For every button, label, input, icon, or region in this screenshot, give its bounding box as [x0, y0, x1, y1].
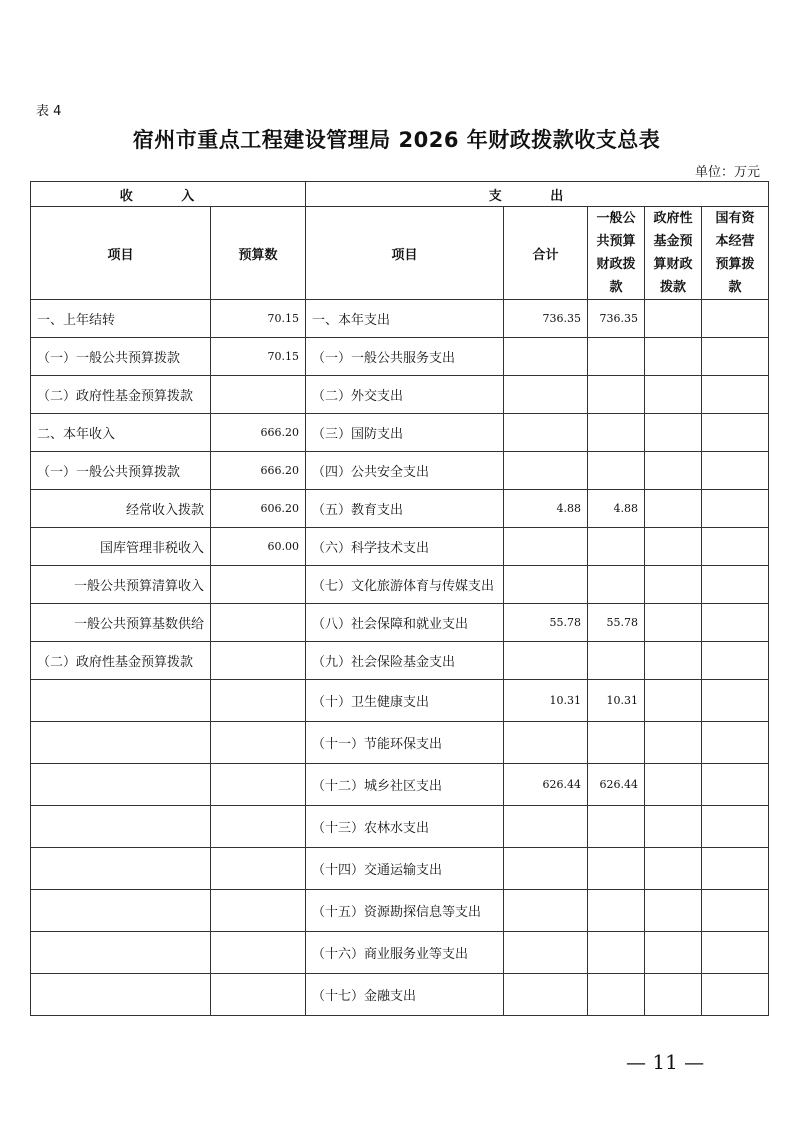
general-budget-cell [588, 376, 645, 414]
col-gov-fund: 政府性基金预算财政拨款 [645, 207, 702, 300]
state-capital-cell [702, 848, 769, 890]
general-budget-cell [588, 848, 645, 890]
general-budget-cell [588, 566, 645, 604]
income-value-cell [211, 806, 306, 848]
state-capital-cell [702, 452, 769, 490]
budget-table [30, 181, 769, 1016]
income-item-cell [31, 890, 211, 932]
income-value-cell: 60.00 [211, 528, 306, 566]
total-cell [504, 528, 588, 566]
gov-fund-cell [645, 604, 702, 642]
state-capital-cell [702, 806, 769, 848]
income-item-cell: 国库管理非税收入 [31, 528, 211, 566]
income-item-cell [31, 722, 211, 764]
general-budget-cell [588, 890, 645, 932]
gov-fund-cell [645, 974, 702, 1016]
income-value-cell [211, 764, 306, 806]
state-capital-cell [702, 338, 769, 376]
general-budget-cell [588, 338, 645, 376]
col-state-capital: 国有资本经营预算拨款 [702, 207, 769, 300]
state-capital-cell [702, 890, 769, 932]
general-budget-cell [588, 642, 645, 680]
table-row [31, 806, 769, 848]
state-capital-cell [702, 974, 769, 1016]
gov-fund-cell [645, 338, 702, 376]
income-item-cell [31, 764, 211, 806]
gov-fund-cell [645, 764, 702, 806]
total-cell: 10.31 [504, 680, 588, 722]
income-value-cell [211, 566, 306, 604]
income-value-cell: 70.15 [211, 300, 306, 338]
income-value-cell [211, 642, 306, 680]
expense-item-cell: （十一）节能环保支出 [306, 722, 504, 764]
gov-fund-cell [645, 680, 702, 722]
col-general-budget: 一般公共预算财政拨款 [588, 207, 645, 300]
expense-item-cell: （十三）农林水支出 [306, 806, 504, 848]
total-cell: 55.78 [504, 604, 588, 642]
table-row [31, 722, 769, 764]
general-budget-cell: 55.78 [588, 604, 645, 642]
expense-item-cell: （一）一般公共服务支出 [306, 338, 504, 376]
income-value-cell [211, 604, 306, 642]
general-budget-cell [588, 806, 645, 848]
income-value-cell: 666.20 [211, 452, 306, 490]
table-row [31, 452, 769, 490]
table-row [31, 414, 769, 452]
table-row [31, 974, 769, 1016]
table-row [31, 642, 769, 680]
income-item-cell [31, 848, 211, 890]
state-capital-cell [702, 764, 769, 806]
table-row [31, 490, 769, 528]
total-cell [504, 376, 588, 414]
expense-item-cell: 一、本年支出 [306, 300, 504, 338]
state-capital-cell [702, 680, 769, 722]
gov-fund-cell [645, 890, 702, 932]
col-total: 合计 [504, 207, 588, 300]
general-budget-cell: 10.31 [588, 680, 645, 722]
table-row [31, 338, 769, 376]
expense-item-cell: （八）社会保障和就业支出 [306, 604, 504, 642]
total-cell [504, 932, 588, 974]
general-budget-cell [588, 974, 645, 1016]
expense-item-cell: （十七）金融支出 [306, 974, 504, 1016]
table-row [31, 890, 769, 932]
state-capital-cell [702, 376, 769, 414]
total-cell [504, 566, 588, 604]
expense-item-cell: （六）科学技术支出 [306, 528, 504, 566]
column-header-row [31, 207, 769, 300]
state-capital-cell [702, 932, 769, 974]
page-number: — 11 — [626, 1050, 705, 1074]
general-budget-cell: 736.35 [588, 300, 645, 338]
table-row [31, 376, 769, 414]
total-cell [504, 848, 588, 890]
gov-fund-cell [645, 932, 702, 974]
state-capital-cell [702, 722, 769, 764]
state-capital-cell [702, 490, 769, 528]
income-item-cell: 二、本年收入 [31, 414, 211, 452]
income-item-cell: 一般公共预算清算收入 [31, 566, 211, 604]
gov-fund-cell [645, 642, 702, 680]
table-row [31, 566, 769, 604]
total-cell [504, 722, 588, 764]
income-item-cell: 经常收入拨款 [31, 490, 211, 528]
state-capital-cell [702, 414, 769, 452]
general-budget-cell: 626.44 [588, 764, 645, 806]
state-capital-cell [702, 642, 769, 680]
income-value-cell [211, 974, 306, 1016]
income-value-cell [211, 722, 306, 764]
income-item-cell: 一般公共预算基数供给 [31, 604, 211, 642]
table-row [31, 528, 769, 566]
total-cell [504, 414, 588, 452]
income-value-cell: 666.20 [211, 414, 306, 452]
expense-item-cell: （二）外交支出 [306, 376, 504, 414]
gov-fund-cell [645, 848, 702, 890]
expense-item-cell: （十六）商业服务业等支出 [306, 932, 504, 974]
expense-item-cell: （九）社会保险基金支出 [306, 642, 504, 680]
income-item-cell: （一）一般公共预算拨款 [31, 452, 211, 490]
section-expense: 支 出 [306, 182, 769, 207]
income-value-cell: 70.15 [211, 338, 306, 376]
gov-fund-cell [645, 490, 702, 528]
expense-item-cell: （三）国防支出 [306, 414, 504, 452]
income-value-cell [211, 376, 306, 414]
total-cell [504, 338, 588, 376]
expense-item-cell: （七）文化旅游体育与传媒支出 [306, 566, 504, 604]
gov-fund-cell [645, 414, 702, 452]
col-income-budget: 预算数 [211, 207, 306, 300]
section-income: 收 入 [31, 182, 306, 207]
state-capital-cell [702, 566, 769, 604]
total-cell [504, 890, 588, 932]
general-budget-cell [588, 452, 645, 490]
section-header-row [31, 182, 769, 207]
total-cell [504, 974, 588, 1016]
total-cell [504, 806, 588, 848]
total-cell: 626.44 [504, 764, 588, 806]
total-cell: 736.35 [504, 300, 588, 338]
table-row [31, 300, 769, 338]
income-value-cell [211, 680, 306, 722]
gov-fund-cell [645, 300, 702, 338]
total-cell: 4.88 [504, 490, 588, 528]
table-row [31, 848, 769, 890]
income-item-cell [31, 806, 211, 848]
table-row [31, 932, 769, 974]
expense-item-cell: （五）教育支出 [306, 490, 504, 528]
unit-label: 单位：万元 [694, 165, 760, 180]
income-item-cell [31, 974, 211, 1016]
income-value-cell [211, 848, 306, 890]
table-row [31, 604, 769, 642]
gov-fund-cell [645, 806, 702, 848]
income-item-cell: 一、上年结转 [31, 300, 211, 338]
income-item-cell: （一）一般公共预算拨款 [31, 338, 211, 376]
table-row [31, 764, 769, 806]
gov-fund-cell [645, 722, 702, 764]
state-capital-cell [702, 300, 769, 338]
gov-fund-cell [645, 376, 702, 414]
table-row [31, 680, 769, 722]
gov-fund-cell [645, 452, 702, 490]
state-capital-cell [702, 528, 769, 566]
expense-item-cell: （十五）资源勘探信息等支出 [306, 890, 504, 932]
expense-item-cell: （十）卫生健康支出 [306, 680, 504, 722]
income-item-cell [31, 932, 211, 974]
expense-item-cell: （十四）交通运输支出 [306, 848, 504, 890]
col-income-item: 项目 [31, 207, 211, 300]
income-item-cell: （二）政府性基金预算拨款 [31, 376, 211, 414]
total-cell [504, 452, 588, 490]
expense-item-cell: （十二）城乡社区支出 [306, 764, 504, 806]
general-budget-cell [588, 932, 645, 974]
total-cell [504, 642, 588, 680]
income-item-cell: （二）政府性基金预算拨款 [31, 642, 211, 680]
general-budget-cell: 4.88 [588, 490, 645, 528]
income-value-cell [211, 932, 306, 974]
gov-fund-cell [645, 528, 702, 566]
table-label: 表 4 [36, 104, 62, 119]
page-title: 宿州市重点工程建设管理局 2026 年财政拨款收支总表 [132, 128, 661, 152]
income-item-cell [31, 680, 211, 722]
general-budget-cell [588, 722, 645, 764]
general-budget-cell [588, 414, 645, 452]
income-value-cell: 606.20 [211, 490, 306, 528]
expense-item-cell: （四）公共安全支出 [306, 452, 504, 490]
col-expense-item: 项目 [306, 207, 504, 300]
general-budget-cell [588, 528, 645, 566]
gov-fund-cell [645, 566, 702, 604]
income-value-cell [211, 890, 306, 932]
state-capital-cell [702, 604, 769, 642]
